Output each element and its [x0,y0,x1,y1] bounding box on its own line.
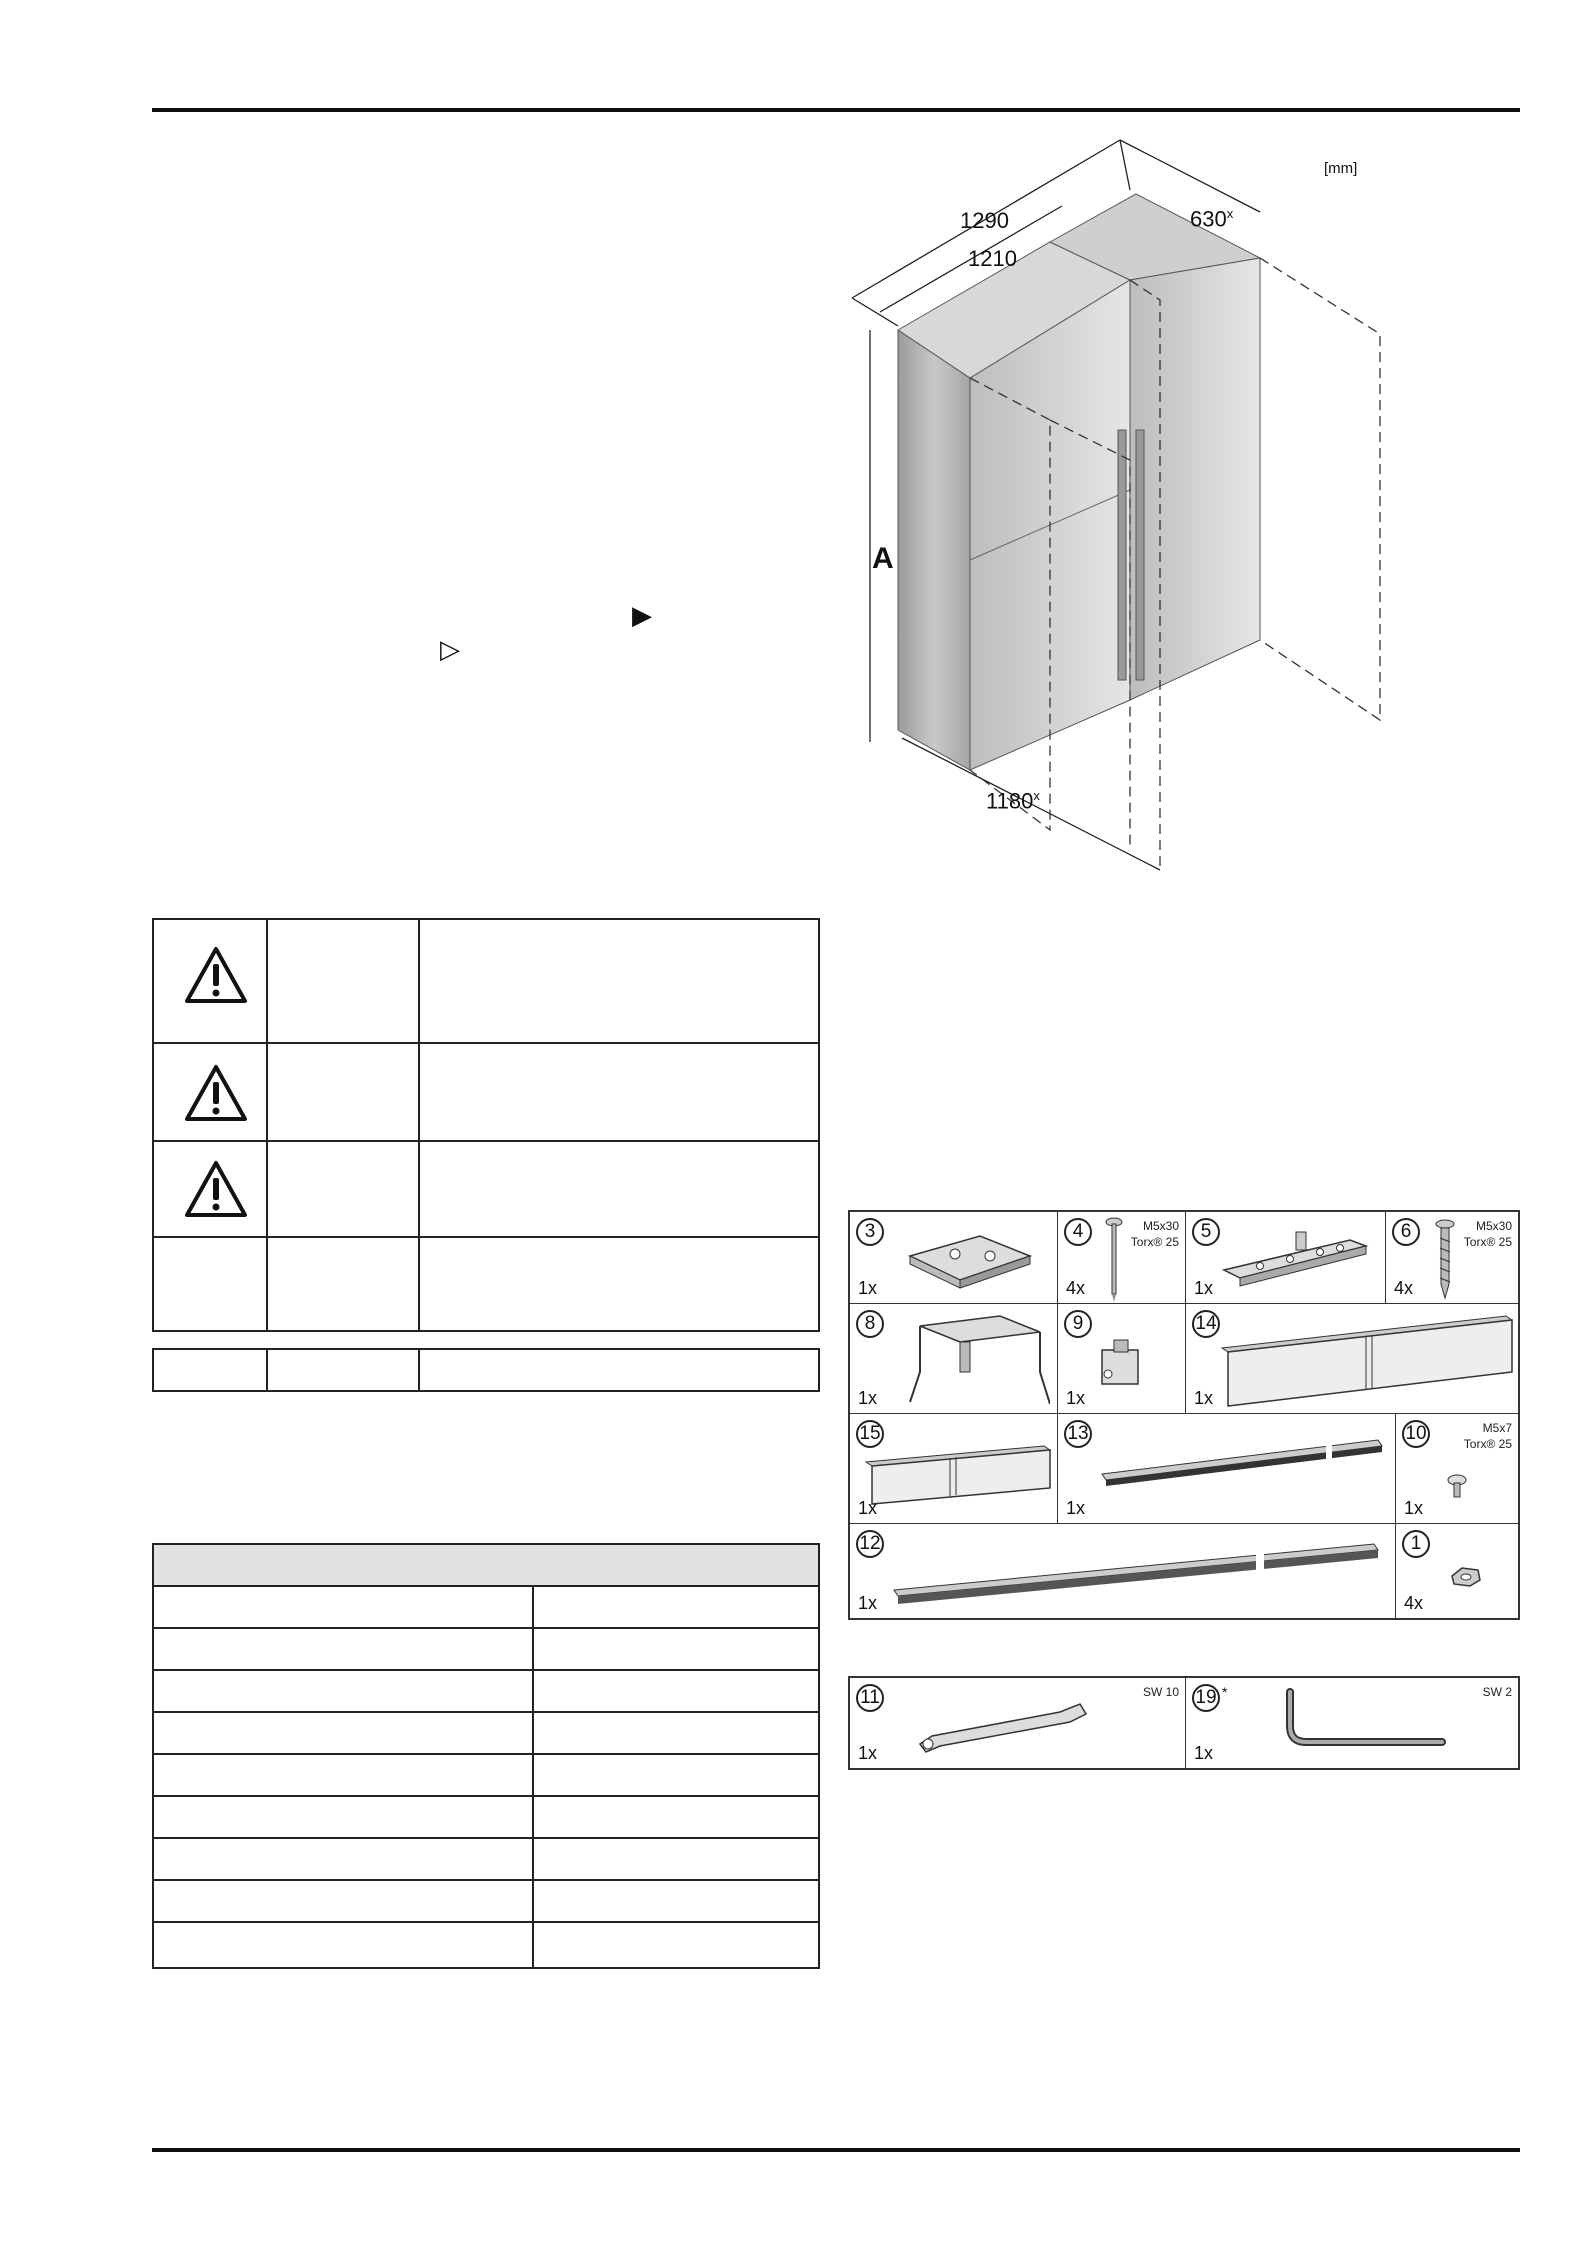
table-header-row [154,1545,818,1587]
table-row [154,1587,818,1629]
table-row [154,1755,818,1797]
fridge-dimension-illustration [840,130,1400,890]
table-row [154,1713,818,1755]
table-row [154,1797,818,1839]
safety-row-danger [154,920,818,1044]
info-table [152,1543,820,1969]
safety-row-caution [154,1142,818,1238]
part-spec: M5x30 Torx® 25 [1130,1219,1179,1249]
depth-open-label: 1180$^x$ [986,788,1040,814]
part-cell-3: 3 1x [850,1212,1058,1304]
height-label: A [872,542,894,575]
small-screw-part [1446,1474,1468,1500]
table-row [154,1629,818,1671]
part-cell-4: 4 M5x30 Torx® 25 4x [1058,1212,1186,1304]
safety-row-warning [154,1044,818,1142]
width-inner-label: 1210 [968,246,1017,271]
action-arrow-icon: ▶ [632,600,652,630]
part-cell-5: 5 1x [1186,1212,1386,1304]
depth-label: 630$^x$ [1190,206,1234,232]
unit-label: [mm] [1324,160,1358,177]
tool-cell-19: 19 * SW 2 1x [1194,1684,1512,1763]
table-row [154,1671,818,1713]
cover-strip-part [1216,1308,1516,1408]
nut-part [1448,1564,1484,1590]
note-table-row [152,1348,820,1392]
tool-spec: SW 2 [1482,1685,1512,1699]
warning-triangle-icon [184,946,248,1004]
result-arrow-icon: ▷ [440,634,460,664]
part-cell-10: 10 M5x7 Torx® 25 1x [1396,1414,1518,1524]
hinge-plate-part [900,1226,1040,1292]
clip-part [1094,1338,1154,1394]
short-cover-strip-part [864,1442,1054,1508]
wrench-tool [910,1698,1090,1754]
wood-screw-part [1434,1218,1456,1300]
long-rail-part [890,1534,1380,1608]
part-cell-8: 8 1x [850,1304,1058,1414]
part-spec: M5x7 Torx® 25 [1463,1421,1512,1451]
table-row [154,1881,818,1923]
tool-cell-11: 11 SW 10 1x [850,1678,1186,1768]
cover-clip-part [900,1312,1050,1408]
footer-rule [152,2148,1520,2152]
part-cell-13: 13 1x [1058,1414,1396,1524]
tools-grid [848,1676,1520,1770]
part-cell-12: 12 1x [850,1524,1396,1618]
table-row [154,1839,818,1881]
width-outer-label: 1290 [960,208,1009,233]
parts-grid [848,1210,1520,1620]
tool-spec: SW 10 [1142,1685,1179,1699]
table-row [154,1923,818,1965]
connector-bracket-part [1220,1230,1370,1290]
header-rule [152,108,1520,112]
warning-triangle-icon [184,1160,248,1218]
part-cell-14: 14 1x [1186,1304,1518,1414]
part-cell-15: 15 1x [850,1414,1058,1524]
part-spec: M5x30 Torx® 25 [1463,1219,1512,1249]
safety-row-attention [154,1238,818,1330]
safety-notice-table [152,918,820,1332]
rail-part [1098,1434,1388,1494]
part-cell-6: 6 M5x30 Torx® 25 4x [1386,1212,1518,1304]
part-cell-1: 1 4x [1396,1524,1518,1618]
warning-triangle-icon [184,1064,248,1122]
part-cell-9: 9 1x [1058,1304,1186,1414]
allen-key-tool [1282,1686,1452,1758]
pin-screw-part [1104,1216,1124,1302]
